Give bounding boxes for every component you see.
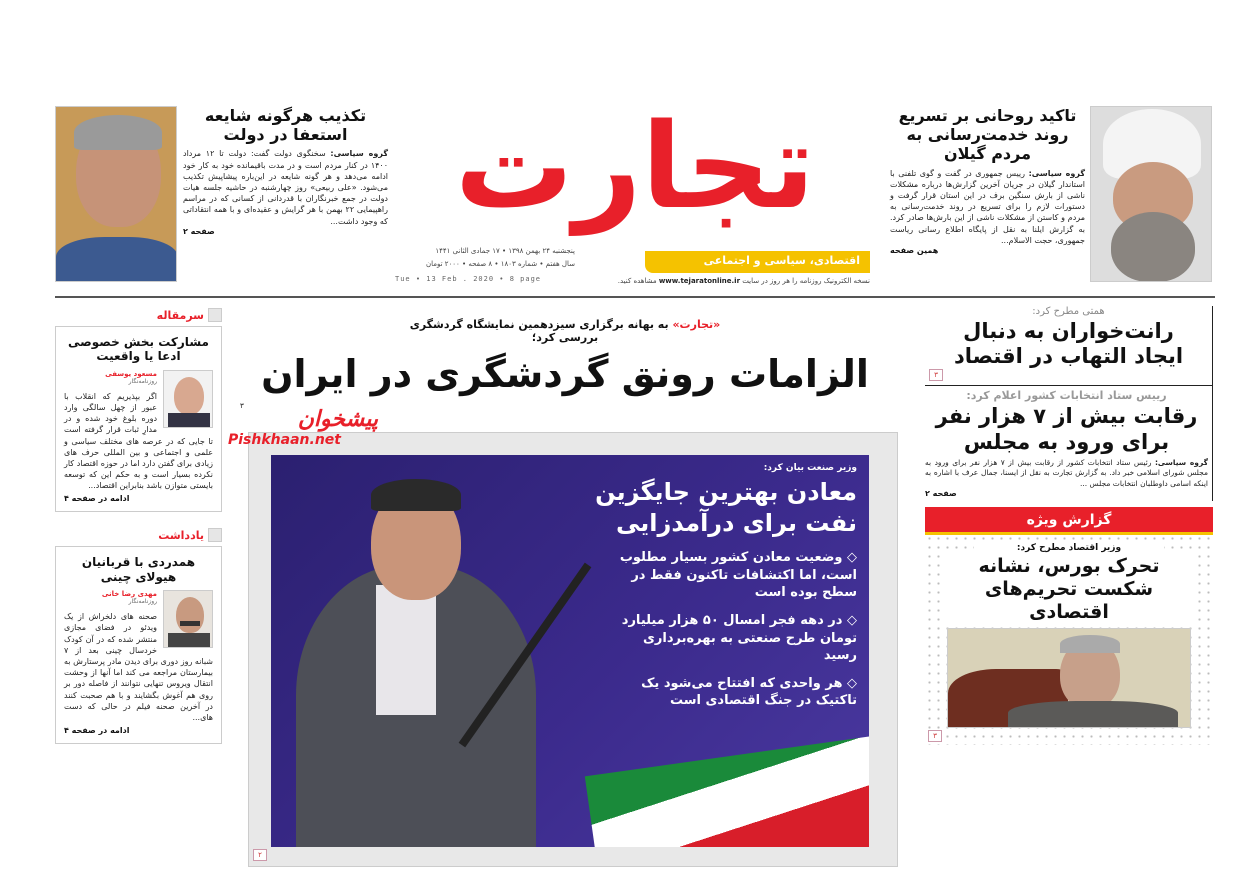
right-column: [925, 306, 1213, 745]
editorial-headline[interactable]: مشارکت بخش خصوصی ادعا یا واقعیت: [68, 335, 209, 364]
photo-story: [271, 455, 869, 847]
kicker: رییس ستاد انتخابات کشور اعلام کرد:: [966, 389, 1167, 403]
kicker: گروه سیاسی:: [330, 149, 388, 159]
author-photo: [163, 370, 213, 428]
bullet-item: ◇ وضعیت معادن کشور بسیار مطلوب است، اما اکتشافات تاکنون فقط در سطح بوده است: [619, 550, 857, 601]
editorial-body: اگر بپذیریم که انقلاب با عبور از چهل سالگی وارد دوره بلوغ خود شده و در مدارِ ثبات قرار گرفته است تا جایی که در عرصه های مختلف سیاسی و علمی و اجتماعی و بین المللی حرف های زیادی برای گفتن دارد اما در حوزه اقتصاد کار نکرده بسیار است و به حکم این که توسعه بایستی متوازن باشد بنابراین اقتصاد...: [64, 391, 213, 491]
bullet-text: وضعیت معادن کشور بسیار مطلوب است، اما اکتشافات تاکنون فقط در سطح بوده است: [619, 550, 857, 601]
online-note: [585, 277, 870, 286]
watermark-logo: [228, 408, 378, 449]
kicker: گروه سیاسی:: [1154, 457, 1208, 467]
kicker: همتی مطرح کرد:: [1032, 306, 1105, 317]
story-rabiei: [183, 106, 388, 236]
section-marker: [208, 308, 222, 322]
photo-story-frame: [248, 432, 898, 867]
note-box: [55, 546, 222, 744]
body: [925, 458, 1208, 490]
headline[interactable]: تحرک بورس، نشانه شکست تحریم‌های اقتصادی: [945, 555, 1193, 623]
headline[interactable]: رقابت بیش از ۷ هزار نفر برای ورود به مجلس: [935, 404, 1198, 454]
bullet-text: هر واحدی که افتتاح می‌شود یک تاکتیک در جنگ اقتصادی است: [641, 675, 857, 709]
flag-stand: [585, 735, 869, 847]
page-ref[interactable]: صفحه ۲: [183, 226, 215, 236]
story-rabiei-body: [183, 148, 388, 226]
body-text: رییس جمهوری در گفت و گوی تلفنی با استاندار گیلان در جریان آخرین گزارش‌ها درباره مشکلات ناشی از بارش سنگین برف در این استان قرار گرفت و دستورات لازم را برای تسریع در روند خدمت‌رسانی به مردم و کاستن از مشکلات ناشی از این بارش‌ها صادر کرد. به گزارش ایلنا به نقل از پایگاه اطلاع رسانی ریاست جمهوری، حجت الاسلام...: [890, 168, 1085, 245]
story-rent-seekers: [925, 306, 1213, 385]
online-prefix: نسخه الکترونیک روزنامه را هر روز در سایت: [742, 277, 870, 285]
section-editorial-label: [55, 306, 222, 324]
photo-story-headline[interactable]: معادن بهترین جایگزین نفت برای درآمدزایی: [595, 478, 857, 538]
bullet-item: ◇ هر واحدی که افتتاح می‌شود یک تاکتیک در جنگ اقتصادی است: [641, 675, 857, 709]
page-ref[interactable]: ۳: [928, 730, 942, 742]
body-text: سخنگوی دولت گفت: دولت تا ۱۲ مرداد ۱۴۰۰ در کنار مردم است و در مدت باقیمانده خود به کار خود ادامه می‌دهد و هر گونه شایعه در این‌باره پیشاپیش تکذیب می‌شود. «علی ربیعی» روز چهارشنبه در حاشیه جلسه هیات دولت در جمع خبرنگاران با قدردانی از کسانی که در مراسم راهپیمایی ۲۲ بهمن با هر گرایش و عقیده‌ای و با همه انتقاداتی که وجود داشت...: [183, 149, 389, 226]
kicker: وزیر اقتصاد مطرح کرد:: [974, 543, 1164, 553]
section-title: گزارش ویژه: [1026, 512, 1112, 529]
continue-link[interactable]: ادامه در صفحه ۴: [64, 494, 130, 504]
section-marker: [208, 528, 222, 542]
page-ref[interactable]: همین صفحه: [890, 245, 939, 255]
tagline-bar: [645, 251, 870, 273]
masthead-divider: [55, 296, 1215, 298]
online-suffix: مشاهده کنید.: [617, 277, 657, 285]
story-rouhani: [890, 106, 1085, 255]
bullet-item: ◇ در دهه فجر امسال ۵۰ هزار میلیارد تومان طرح صنعتی به بهره‌برداری رسید: [621, 613, 857, 664]
author-name: مهدی رضا خانی: [101, 590, 157, 599]
body-text: رئیس ستاد انتخابات کشور از رقابت بیش از ۷ هزار نفر برای ورود به مجلس شورای اسلامی خبر داد. به گزارش تجارت به نقل از ایسنا، جمال عرف با اشاره به اینکه اسامی داوطلبان انتخابات مجلس ...: [925, 457, 1208, 488]
watermark-fa: پیشخوان: [297, 407, 378, 432]
headline-rabiei[interactable]: تکذیب هرگونه شایعه استعفا در دولت: [204, 106, 367, 145]
special-header: [925, 507, 1213, 535]
rabiei-photo: [55, 106, 177, 282]
section-editorial: سرمقاله: [156, 308, 204, 322]
headline[interactable]: رانت‌خواران به دنبال ایجاد التهاب در اقتصاد: [953, 319, 1184, 369]
logo: تجارت: [454, 97, 816, 235]
author-photo: [163, 590, 213, 648]
kicker-brand: «تجارت»: [672, 318, 721, 331]
continue-link[interactable]: ادامه در صفحه ۴: [64, 726, 130, 736]
main-headline[interactable]: الزامات رونق گردشگری در ایران: [261, 352, 869, 396]
rouhani-photo: [1090, 106, 1212, 282]
page-ref[interactable]: ۲: [253, 849, 267, 861]
photo-story-kicker: وزیر صنعت بیان کرد:: [763, 463, 857, 473]
econ-minister-photo: [947, 628, 1191, 728]
page-ref[interactable]: صفحه ۲: [925, 489, 957, 499]
note-body: صحنه های دلخراش از یک ویدئو در فضای مجازی منتشر شده که در آن کودک خردسال چینی بعد از ۷ شبانه روز دوری برای دیدن مادر پرستارش به بیمارستان مراجعه می کند اما آنها از وحشت انتقال ویروس تنهایی نتوانند از فاصله دور بر روی هم آغوش بگشایند و با هم صحبت کنند در آخرین صحنه فیلم در حالی که دست های...: [64, 612, 213, 722]
kicker: گروه سیاسی:: [1028, 168, 1086, 178]
note-headline[interactable]: همدردی با قربانیان هیولای چینی: [81, 555, 196, 584]
author-role: روزنامه‌نگار: [128, 598, 157, 606]
editorial-box: [55, 326, 222, 512]
main-kicker: [390, 318, 740, 344]
section-note-label: [55, 526, 222, 544]
kicker-text: به بهانه برگزاری سیزدهمین نمایشگاه گردشگری بررسی کرد؛: [409, 318, 669, 344]
story-elections: [925, 386, 1213, 501]
issue-fa: سال هفتم • شماره ۱۸۰۳ • ۸ صفحه • ۲۰۰۰ تومان: [425, 260, 575, 268]
author-name: مسعود یوسفی: [105, 369, 157, 378]
photo-story-text: [537, 463, 857, 710]
online-url[interactable]: www.tejaratonline.ir: [658, 277, 741, 285]
left-column: [55, 306, 222, 744]
page-ref[interactable]: ۳: [240, 402, 244, 410]
author-role: روزنامه‌نگار: [128, 377, 157, 385]
photo-story-bullets: [617, 549, 857, 709]
headline-rouhani[interactable]: تاکید روحانی بر تسریع روند خدمت‌رسانی به مردم گیلان: [898, 106, 1077, 164]
tagline: اقتصادی، سیاسی و اجتماعی: [703, 254, 860, 267]
date-en: Tue • 13 Feb . 2020 • 8 page: [395, 275, 542, 283]
story-rouhani-body: [890, 168, 1085, 246]
section-note: یادداشت: [158, 528, 204, 542]
page-ref[interactable]: ۳: [929, 369, 943, 381]
bullet-text: در دهه فجر امسال ۵۰ هزار میلیارد تومان طرح صنعتی به بهره‌برداری رسید: [621, 613, 857, 664]
watermark-url: Pishkhaan.net: [228, 432, 341, 449]
special-report: [925, 507, 1213, 744]
masthead: [395, 97, 875, 295]
date-fa: پنجشنبه ۲۴ بهمن ۱۳۹۸ • ۱۷ جمادی الثانی ۱۴۴۱: [435, 247, 575, 255]
